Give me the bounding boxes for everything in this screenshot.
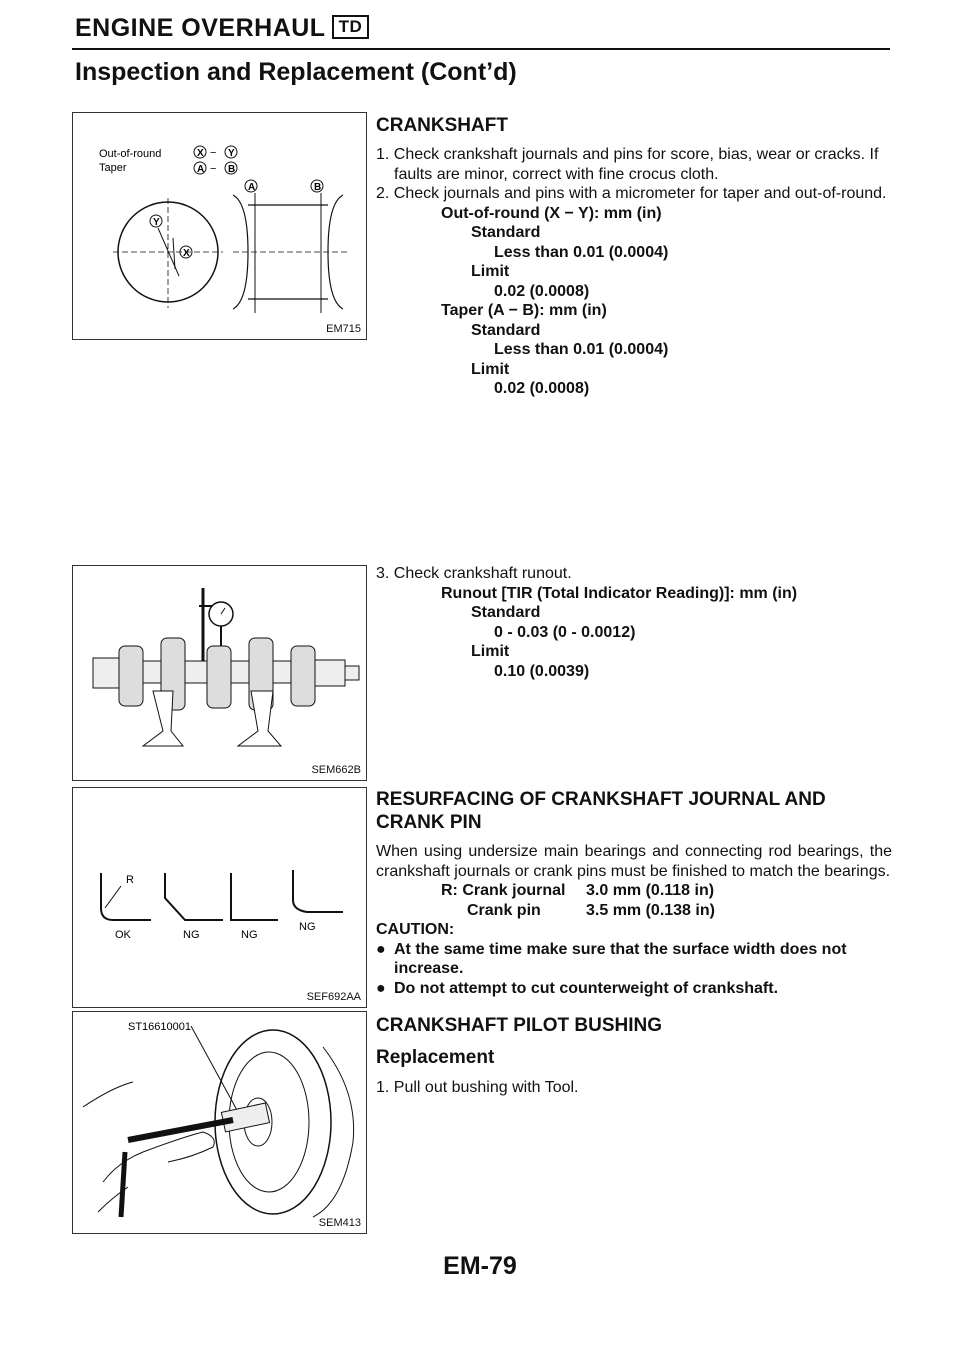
crank-pin-value: 3.5 mm (0.138 in) xyxy=(586,901,715,919)
runout-step-3: 3. Check crankshaft runout. xyxy=(376,565,572,582)
crank-journal-row xyxy=(376,881,892,901)
taper-title: Taper (A − B): mm (in) xyxy=(441,302,607,319)
section-pilot-bushing xyxy=(376,1014,892,1098)
figure-out-of-round-taper xyxy=(72,112,367,340)
crankshaft-step-1: 1. Check crankshaft journals and pins for score, bias, wear or cracks. If faults are minor, correct with fine crocus cloth. xyxy=(376,146,879,183)
taper-limit-label: Limit xyxy=(471,360,510,378)
section-crankshaft xyxy=(376,114,892,399)
crank-pin-row xyxy=(376,901,892,921)
figure-crankshaft-runout xyxy=(72,565,367,781)
svg-text:NG: NG xyxy=(241,929,258,941)
fig1-b-marker: B xyxy=(228,164,236,175)
taper-standard-value: Less than 0.01 (0.0004) xyxy=(494,341,669,358)
fig1-a-marker: A xyxy=(197,164,205,175)
ofr-limit-label: Limit xyxy=(471,263,510,280)
fillet-radius-diagram xyxy=(73,788,368,1009)
runout-title: Runout [TIR (Total Indicator Reading)]: mm (in) xyxy=(441,584,798,602)
fig1-x-marker: X xyxy=(197,148,204,159)
svg-text:−: − xyxy=(210,147,217,159)
model-badge: TD xyxy=(332,15,370,39)
caution-label: CAUTION: xyxy=(376,921,455,938)
pilot-bushing-puller-illustration xyxy=(73,1012,368,1235)
figure-pilot-bushing xyxy=(72,1011,367,1234)
section-runout xyxy=(376,564,892,681)
replacement-subheading: Replacement xyxy=(376,1047,495,1068)
fig1-ofr-label: Out-of-round xyxy=(99,148,162,160)
figure-fillet-radius xyxy=(72,787,367,1008)
out-of-round-title: Out-of-round (X − Y): mm (in) xyxy=(441,204,662,222)
svg-text:NG: NG xyxy=(299,921,316,933)
bullet-icon: ● xyxy=(376,940,386,958)
svg-text:B: B xyxy=(314,182,322,193)
svg-text:A: A xyxy=(248,182,256,193)
resurfacing-body: When using undersize main bearings and connecting rod bearings, the crankshaft journals or crank pins must be finished to match the bearings. xyxy=(376,843,892,880)
header-title-text: ENGINE OVERHAUL xyxy=(75,14,326,42)
fig4-tool-label: ST16610001 xyxy=(128,1021,191,1033)
taper-limit-value: 0.02 (0.0008) xyxy=(494,380,590,397)
crankshaft-heading: CRANKSHAFT xyxy=(376,115,508,136)
figure-id-sef692aa: SEF692AA xyxy=(306,991,361,1003)
page-header-title xyxy=(75,14,369,43)
runout-limit-value: 0.10 (0.0039) xyxy=(494,662,590,680)
page-subtitle: Inspection and Replacement (Cont’d) xyxy=(75,58,517,86)
page-number: EM-79 xyxy=(443,1252,517,1280)
header-divider xyxy=(72,48,890,50)
runout-standard-value: 0 - 0.03 (0 - 0.0012) xyxy=(494,623,636,641)
crank-journal-label: R: Crank journal xyxy=(441,882,566,899)
runout-standard-label: Standard xyxy=(471,604,541,621)
ofr-limit-value: 0.02 (0.0008) xyxy=(494,282,590,300)
taper-standard-label: Standard xyxy=(471,321,541,339)
crank-pin-label: Crank pin xyxy=(467,901,541,919)
bullet-icon: ● xyxy=(376,979,386,997)
runout-limit-label: Limit xyxy=(471,643,510,660)
figure-id-em715: EM715 xyxy=(326,323,361,335)
pilot-step-1: 1. Pull out bushing with Tool. xyxy=(376,1079,579,1096)
pilot-bushing-heading: CRANKSHAFT PILOT BUSHING xyxy=(376,1015,663,1036)
crank-journal-value: 3.0 mm (0.118 in) xyxy=(586,882,715,899)
resurfacing-heading: RESURFACING OF CRANKSHAFT JOURNAL AND CRANK PIN xyxy=(376,789,826,833)
out-of-round-diagram xyxy=(73,113,368,341)
ofr-standard-value: Less than 0.01 (0.0004) xyxy=(494,243,669,261)
svg-text:Y: Y xyxy=(153,217,160,228)
fig3-ok-label: OK xyxy=(115,929,131,941)
svg-text:NG: NG xyxy=(183,929,200,941)
figure-id-sem662b: SEM662B xyxy=(311,764,361,776)
fig1-taper-label: Taper xyxy=(99,162,127,174)
figure-id-sem413: SEM413 xyxy=(318,1217,361,1229)
section-resurfacing xyxy=(376,788,892,998)
fig1-y-marker: Y xyxy=(228,148,235,159)
caution-bullet-2: ● Do not attempt to cut counterweight of crankshaft. xyxy=(376,979,779,997)
svg-text:−: − xyxy=(210,163,217,175)
caution-bullet-1: ● At the same time make sure that the surface width does not increase. xyxy=(376,940,847,977)
ofr-standard-label: Standard xyxy=(471,224,541,241)
fig3-r-label: R xyxy=(126,874,134,886)
crankshaft-step-2: 2. Check journals and pins with a micrometer for taper and out-of-round. xyxy=(376,185,887,202)
crankshaft-runout-illustration xyxy=(73,566,368,782)
svg-text:X: X xyxy=(183,248,190,259)
